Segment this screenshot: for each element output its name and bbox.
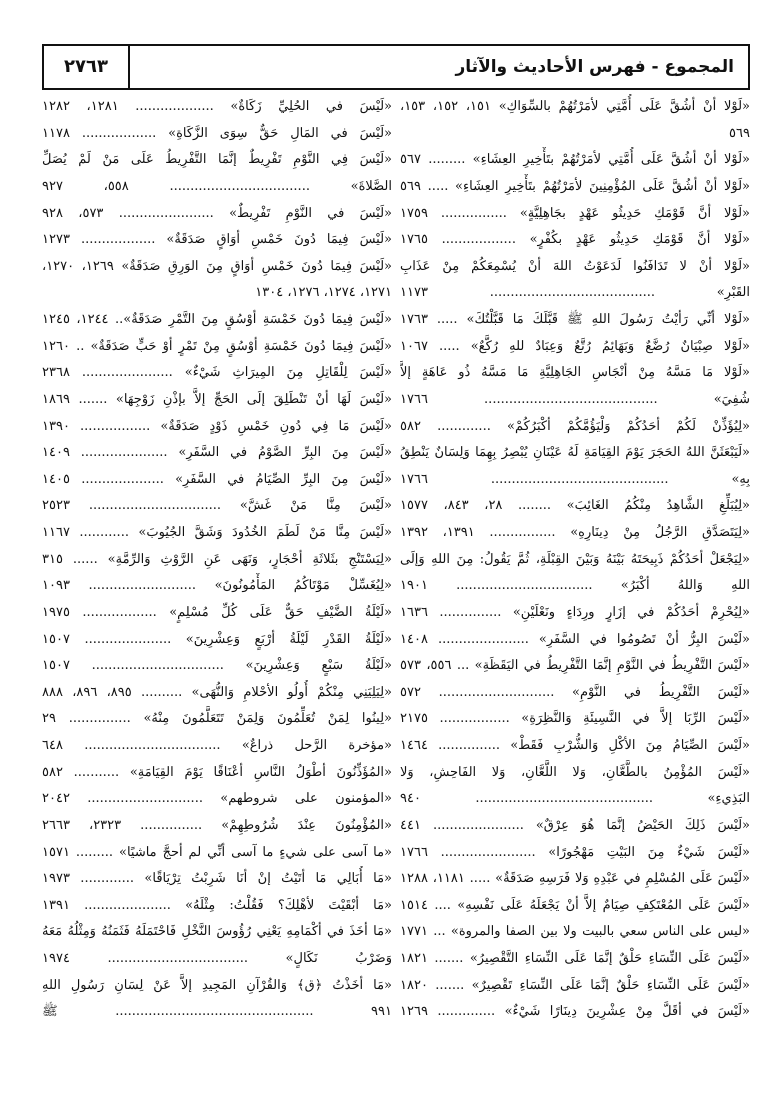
index-entry-line: «لَيْسَ البِرُّ أنْ تَصُومُوا في السَّفَرِ» ...................... ١٤٠٨: [400, 631, 750, 647]
index-entry-line: «لَيْسَ الرِّبَا إلاَّ في النَّسِيئَةِ وَالنَّظِرَةِ» ................. ٢١٧٥: [400, 711, 750, 727]
index-entry-line: «مَا أخَذَ في أكْمَامِهِ يَعْنِي رُؤُوسَ النَّخْلِ فَاحْتَمَلَهُ فَثَمَنُهُ وَمِثْلُهُ مَعَهُ: [42, 924, 392, 940]
index-entry-line: «لَيْسَ المُؤْمِنُ بالطَّعَّانِ، وَلا اللَّعَّانِ، وَلا الفَاحِشِ، وَلا: [400, 764, 750, 780]
index-entry-line: «لَوْلا أنْ أشُقَّ عَلَى المُؤْمِنِينَ لأمَرْتُهُمْ بتَأْخِيرِ العِشَاءِ» ..... ٥٦٩: [400, 178, 750, 194]
page: [42, 44, 750, 1079]
index-entry-line: «لَوْلا أنْ أشُقَّ عَلَى أُمَّتِي لأمَرْتُهُمْ بالسِّوَاكِ» ١٥١، ١٥٢، ١٥٣،: [400, 99, 750, 114]
index-entry-line: «لَيْسَ التَّفْرِيطُ في النَّوْمِ إنَّمَا التَّفْرِيطُ في اليَقَظَةِ» ... ٥٥٦، ٥٧٣: [400, 658, 750, 674]
index-entry-line: «لَيْسَ التَّفْرِيطُ في النَّوْمِ» ............................ ٥٧٢: [400, 684, 750, 700]
index-entry-line: «لَيْسَ عَلَى المُسْلِمِ في عَبْدِهِ وَلا فَرَسِهِ صَدَقَةٌ» ..... ١١٨١، ١٢٨٨: [400, 871, 750, 887]
index-entry-line: القَبْرِ» ........................................ ١١٧٣: [400, 285, 750, 301]
index-entry-line: «لَيْسَ فِيمَا دُونَ خَمْسِ أوَاقٍ مِنَ الوَرِقِ صَدَقَةٌ» ١٢٦٩، ١٢٧٠،: [42, 258, 392, 274]
index-entry-line: «لَوْلا أنْ أشُقَّ عَلَى أُمَّتِي لأمَرْتُهُمْ بتَأْخِيرِ العِشَاءِ» ......... ٥٦٧: [400, 152, 750, 168]
index-entry-line: «لِينُوا لِمَنْ تُعَلِّمُونَ وَلِمَنْ تَتَعَلَّمُونَ مِنْهُ» ............... ٢٩: [42, 711, 392, 727]
index-entry-line: «لِيَلِيَنِي مِنْكُمْ أُولُو الأحْلامِ وَالنُّهَى» .......... ٨٩٥، ٨٩٦، ٨٨٨: [42, 684, 392, 700]
index-entry-line: «لَيْسَ الصِّيَامُ مِنَ الأكْلِ وَالشُّرْبِ فَقَطْ» ............... ١٤٦٤: [400, 738, 750, 753]
index-entry-line: «لَيْسَ مِنَ البِرِّ الصِّيَامُ في السَّفَرِ» .................... ١٤٠٥: [42, 471, 392, 487]
index-entry-line: بِهِ» ........................................... ١٧٦٦: [400, 471, 750, 487]
index-entry-line: «لَوْلا أنَّ قَوْمَكِ حَدِيثُو عَهْدٍ بجَاهِلِيَّةٍ» ................ ١٧٥٩: [400, 205, 750, 221]
index-entry-line: «لَيَبْعَثَنَّ اللهُ الحَجَرَ يَوْمَ القِيَامَةِ لَهُ عَيْنَانِ يُبْصِرُ بِهِمَا وَلِسَانٌ يَنْطِقُ: [400, 445, 750, 461]
index-entry-line: وَضَرْبُ نَكَالٍ» .................................. ١٩٧٤: [42, 951, 392, 966]
index-entry-line: «المؤمنون على شروطهم» ............................ ٢٠٤٢: [42, 791, 392, 807]
index-entry-line: «لِيُحْرِمْ أحَدُكُمْ في إزَارٍ ورِدَاءٍ ونَعْلَيْنِ» ............... ١٦٣٦: [400, 604, 750, 620]
index-entry-line: «لَيْلَةُ سَبْعٍ وَعِشْرِينَ» ................................ ١٥٠٧: [42, 658, 392, 674]
index-entry-line: «لَيْسَ مِنَّا مَنْ غَشَّ» ................................ ٢٥٢٣: [42, 498, 392, 514]
index-entry-line: «لَيْسَ في أقَلَّ مِنْ عِشْرِينَ دِينَارًا شَيْءٌ» .............. ١٢٦٩: [400, 1004, 750, 1020]
index-entry-line: «لَيْسَ في المَالِ حَقٌّ سِوَى الزَّكَاةِ» .................. ١١٧٨: [42, 125, 392, 141]
index-entry-line: «لَيْسَ لَهَا أنْ تَنْطَلِقَ إلَى الحَجِّ إلاَّ بإذْنِ زَوْجِهَا» ....... ١٨٦٩: [42, 391, 392, 407]
left-column: [42, 94, 392, 1026]
index-entry-line: «المُؤَذِّنُونَ أطْوَلُ النَّاسِ أعْنَاقًا يَوْمَ القِيَامَةِ» ........... ٥٨٢: [42, 764, 392, 780]
page-number: ٢٧٦٣: [64, 56, 108, 77]
index-entry-line: شُفِيَ» .......................................... ١٧٦٦: [400, 391, 750, 407]
index-entry-line: البَذِيءِ» ........................................... ٩٤٠: [400, 791, 750, 807]
index-entry-line: «لَيْسَ ذَلِكَ الحَيْضُ إنَّمَا هُوَ عِرْقٌ» ...................... ٤٤١: [400, 817, 750, 833]
index-entry-line: «لَيْسَ فِيمَا دُونَ خَمْسَةِ أوْسُقٍ مِنَ التَّمْرِ صَدَقَةٌ».. ١٢٤٤، ١٢٤٥: [42, 312, 392, 327]
index-entry-line: ١٢٧١، ١٢٧٤، ١٢٧٦، ١٣٠٤: [255, 285, 392, 301]
index-entry-line: «لَيْسَ في الحُلِيِّ زَكَاةٌ» ................... ١٢٨١، ١٢٨٢: [42, 99, 392, 114]
index-entry-line: «لَوْلا صِبْيَانٌ رُضَّعٌ وَبَهَائِمُ رُتَّعٌ وَعِبَادٌ للهِ رُكَّعٌ» ..... ١٠٦٧: [400, 338, 750, 354]
index-entry-line: «لَيْسَ عَلَى النِّسَاءِ حَلْقٌ إنَّمَا عَلَى النِّسَاءِ تَقْصِيرٌ» ....... ١٨٢٠: [400, 977, 750, 993]
index-entry-line: ٥٦٩: [729, 125, 750, 141]
header-title: المجموع - فهرس الأحاديث والآثار: [455, 57, 734, 77]
index-entry-line: اللهِ وَاللهُ أكْبَرُ» ................................. ١٩٠١: [400, 578, 750, 594]
index-entry-line: «مَا أبْقَيْتَ لأهْلِكَ؟ فَقُلْتُ: مِثْلَهُ» ..................... ١٣٩١: [42, 897, 392, 913]
index-entry-line: «لَوْلا أنْ لا تَدَافَنُوا لَدَعَوْتُ اللهَ أنْ يُسْمِعَكُمْ مِنْ عَذَابِ: [400, 258, 750, 274]
page-header: [42, 44, 750, 90]
index-entry-line: «لَيْسَ فِيمَا دُونَ خَمْسَةِ أوْسُقٍ مِنْ تَمْرٍ أوْ حَبٍّ صَدَقَةٌ» .. ١٢٦٠: [42, 338, 392, 354]
index-entry-line: ٩٩١ ................................................ ﷺ: [42, 1004, 392, 1020]
index-entry-line: «لِيُؤَذِّنْ لَكُمْ أحَدُكُمْ وَلْيَؤُمَّكُمْ أكْبَرُكُمْ» ............. ٥٨٢: [400, 418, 750, 434]
index-entry-line: «مؤخرة الرَّحل ذراعٌ» ................................. ٦٤٨: [42, 738, 392, 753]
index-entry-line: «ليس على الناس سعي بالبيت ولا بين الصفا والمروة» ... ١٧٧١: [400, 924, 750, 940]
index-entry-line: «لِيَتَصَدَّقِ الرَّجُلُ مِنْ دِينَارِهِ» ................ ١٣٩١، ١٣٩٢: [400, 525, 750, 540]
index-entry-line: «لَيْسَ فِي النَّوْمِ تَفْرِيطٌ إنَّمَا التَّفْرِيطُ عَلَى مَنْ لَمْ يُصَلِّ: [42, 152, 392, 168]
index-entry-line: «لَوْلا أنَّ قَوْمَكِ حَدِيثُو عَهْدٍ بكُفْرٍ» .................. ١٧٦٥: [400, 232, 750, 248]
header-divider: [128, 46, 130, 88]
index-entry-line: «لَيْسَ عَلَى النِّسَاءِ حَلْقٌ إنَّمَا عَلَى النِّسَاءِ التَّقْصِيرُ» ....... ١٨٢١: [400, 951, 750, 966]
index-entry-line: «لَيْسَ مِنَّا مَنْ لَطَمَ الخُدُودَ وَشَقَّ الجُيُوبَ» ............ ١١٦٧: [42, 525, 392, 540]
index-entry-line: «لَيْلَةُ الضَّيْفِ حَقٌّ عَلَى كُلِّ مُسْلِمٍ» .................. ١٩٧٥: [42, 604, 392, 620]
index-entry-line: «لَيْسَ في النَّوْمِ تَفْرِيطٌ» ....................... ٥٧٣، ٩٢٨: [42, 205, 392, 221]
index-entry-line: «لَيْسَ لِلْقَاتِلِ مِنَ المِيرَاثِ شَيْءٌ» ...................... ٢٣٦٨: [42, 365, 392, 381]
index-entry-line: «مَا أخَذْتُ ﴿ق﴾ وَالقُرْآنِ المَجِيدِ إلاَّ عَنْ لِسَانِ رَسُولِ اللهِ: [42, 977, 392, 993]
index-entry-line: «لَيْسَ عَلَى المُعْتَكِفِ صِيَامٌ إلاَّ أنْ يَجْعَلَهُ عَلَى نَفْسِهِ» .... ١٥١٤: [400, 897, 750, 913]
index-entry-line: «ما آسى على شيءٍ ما آسى أنِّي لم أحجَّ ماشيًا» ......... ١٥٧١: [42, 844, 392, 860]
index-entry-line: «لِيُبَلِّغِ الشَّاهِدُ مِنْكُمُ الغَائِبَ» ........ ٢٨، ٨٤٣، ١٥٧٧: [400, 498, 750, 514]
index-entry-line: «المُؤْمِنُونَ عِنْدَ شُرُوطِهِمْ» ............... ٢٣٢٣، ٢٦٦٣: [42, 817, 392, 833]
index-entry-line: «لِيَسْتَنْجِ بثَلاثَةِ أحْجَارٍ، وَنَهَى عَنِ الرَّوْثِ وَالرِّمَّةِ» ...... ٣١٥: [42, 551, 392, 567]
index-entry-line: «مَا أُبَالِي مَا أتَيْتُ إنْ أنَا شَرِبْتُ تِرْيَاقًا» ............. ١٩٧٣: [42, 871, 392, 887]
index-entry-line: «لِيُغَسِّلْ مَوْتَاكُمُ المَأْمُونُونَ» .......................... ١٠٩٣: [42, 578, 392, 594]
index-entry-line: «لَيْلَةُ القَدْرِ لَيْلَةُ أرْبَعٍ وَعِشْرِينَ» ..................... ١٥٠٧: [42, 631, 392, 647]
index-entry-line: «لَوْلا أنِّي رَأيْتُ رَسُولَ اللهِ ﷺ قَبَّلَكَ مَا قَبَّلْتُكَ» ..... ١٧٦٣: [400, 312, 750, 327]
index-entry-line: «لَيْسَ شَيْءٌ مِنَ البَيْتِ مَهْجُورًا» ....................... ١٧٦٦: [400, 844, 750, 860]
index-entry-line: الصَّلاةَ» .................................. ٥٥٨، ٩٢٧: [42, 178, 392, 194]
right-column: [400, 94, 750, 1026]
index-entry-line: «لَيْسَ فِيمَا دُونَ خَمْسِ أوَاقٍ صَدَقَةٌ» .................. ١٢٧٣: [42, 232, 392, 248]
index-entry-line: «لَوْلا مَا مَسَّهُ مِنْ أنْجَاسِ الجَاهِلِيَّةِ مَا مَسَّهُ ذُو عَاهَةٍ إلاَّ: [400, 365, 750, 381]
index-entry-line: «لِيَجْعَلْ أحَدُكُمْ ذَبِيحَتَهُ بَيْنَهُ وَبَيْنَ القِبْلَةِ، ثُمَّ يَقُولُ: مِنَ اللهِ وَإلَى: [400, 551, 750, 567]
index-entry-line: «لَيْسَ مِنَ البِرِّ الصَّوْمُ في السَّفَرِ» ..................... ١٤٠٩: [42, 445, 392, 461]
index-entry-line: «لَيْسَ مَا فِي دُونِ خَمْسِ ذَوْدٍ صَدَقَةٌ» ................. ١٣٩٠: [42, 418, 392, 434]
